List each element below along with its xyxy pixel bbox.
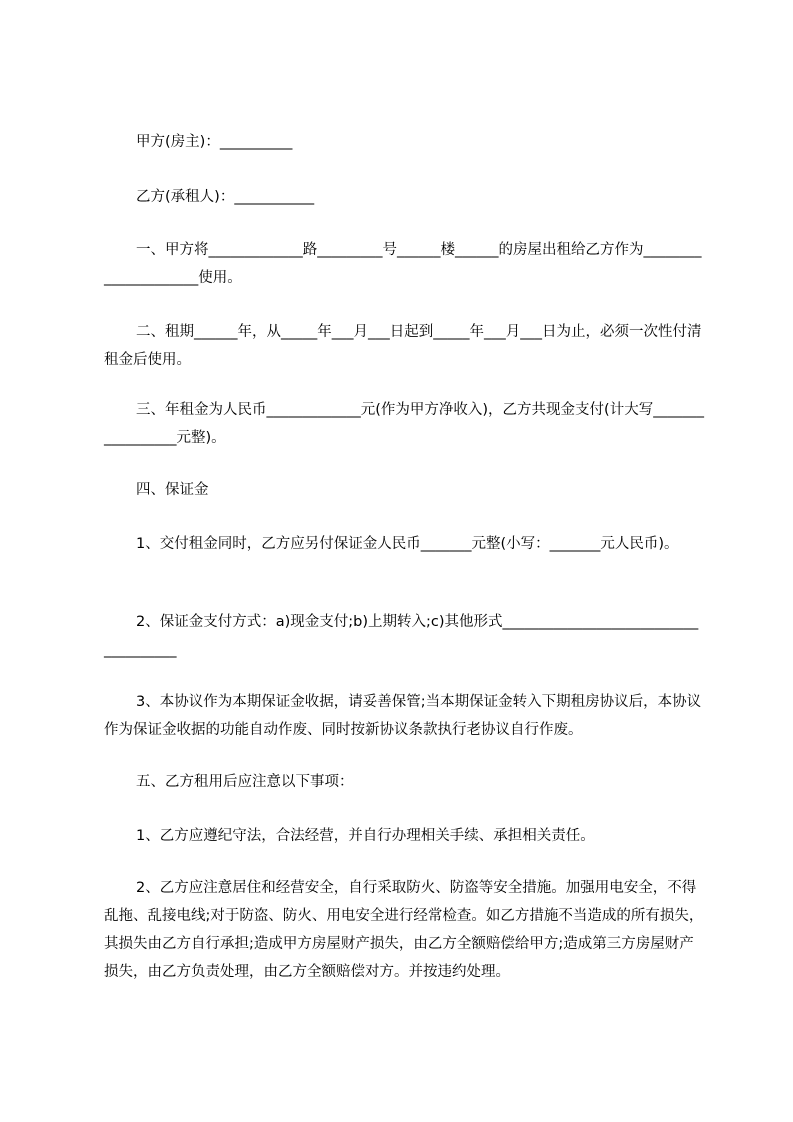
clause-4-item-3: 3、本协议作为本期保证金收据，请妥善保管;当本期保证金转入下期租房协议后，本协议作为保证金收据的功能自动作废、同时按新协议条款执行老协议自行作废。 [104,694,702,738]
clause-1: 一、甲方将_____________路_________号______楼______的房屋出租给乙方作为_____________________使用。 [104,242,702,286]
clause-5-title: 五、乙方租用后应注意以下事项： [136,774,354,790]
clause-5-item-2: 2、乙方应注意居住和经营安全，自行采取防火、防盗等安全措施。加强用电安全，不得乱拖、乱接电线;对于防盗、防火、用电安全进行经常检查。如乙方措施不当造成的所有损失，其损失由乙方自行承担;造成甲方房屋财产损失，由乙方全额赔偿给甲方;造成第三方房屋财产损失，由乙方负责处理，由乙方全额赔偿对方。并按违约处理。 [104,880,704,980]
clause-5-item-1: 1、乙方应遵纪守法，合法经营，并自行办理相关手续、承担相关责任。 [136,828,595,844]
clause-4-item-1: 1、交付租金同时，乙方应另付保证金人民币_______元整(小写：_______元人民币)。 [136,536,679,552]
clause-4-item-2: 2、保证金支付方式：a)现金支付;b)上期转入;c)其他形式_____________________________________ [104,614,699,658]
clause-2: 二、租期______年，从_____年___月___日起到_____年___月___日为止，必须一次性付清租金后使用。 [104,324,702,368]
party-b-line: 乙方(承租人)：___________ [136,189,315,205]
clause-4-title: 四、保证金 [136,482,209,498]
clause-3: 三、年租金为人民币_____________元(作为甲方净收入)，乙方共现金支付(计大写_________________元整)。 [104,402,704,446]
party-a-line: 甲方(房主)：__________ [136,134,293,150]
